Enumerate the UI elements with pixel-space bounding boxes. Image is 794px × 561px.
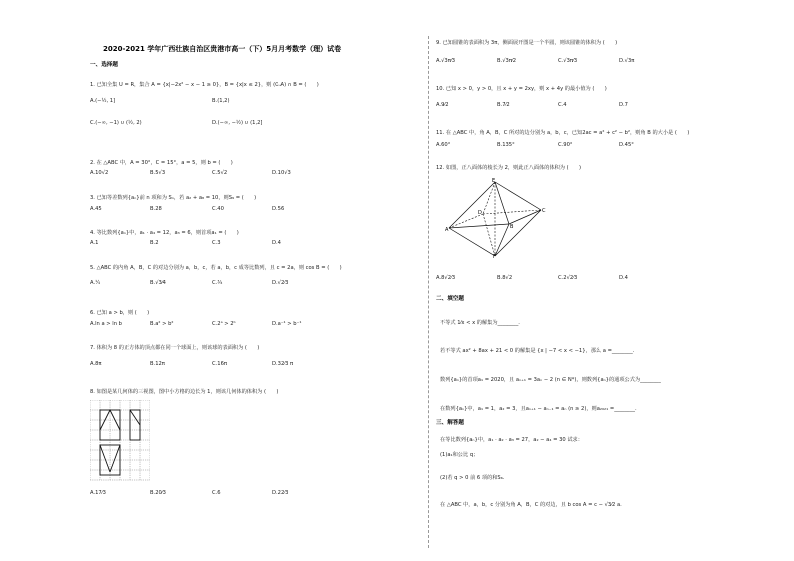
fill-14: 若不等式 ax² + 8ax + 21 < 0 的解集是 {x | −7 < x < −1}，那么 a =________. bbox=[440, 348, 635, 354]
q1-option-c: C.(−∞, −1) ∪ (½, 2) bbox=[90, 120, 142, 126]
q9-option-d: D.√3π bbox=[619, 58, 635, 64]
q2-option-a: A.10√2 bbox=[90, 170, 109, 176]
q11-option-b: B.135° bbox=[497, 142, 515, 148]
q8-option-a: A.17⁄3 bbox=[90, 490, 106, 496]
q4-option-a: A.1 bbox=[90, 240, 99, 246]
question-10: 10. 已知 x > 0，y > 0，且 x + y = 2xy，则 x + 4y 的最小值为 ( ) bbox=[436, 86, 607, 92]
q7-option-d: D.32⁄3 π bbox=[272, 361, 294, 367]
fill-16: 在数列{aₙ}中，a₁ = 1，a₂ = 3，且aₙ₊₁ − aₙ₋₁ = aₙ (n ≥ 2)，则a₂₀₂₁ =________. bbox=[440, 406, 637, 412]
q11-option-a: A.60° bbox=[436, 142, 451, 148]
q3-option-c: C.40 bbox=[212, 206, 224, 212]
q12-option-b: B.8√2 bbox=[497, 275, 513, 281]
q8-option-c: C.6 bbox=[212, 490, 221, 496]
q4-option-b: B.2 bbox=[150, 240, 159, 246]
q9-option-c: C.√3π⁄3 bbox=[558, 58, 578, 64]
q1-option-a: A.(−½, 1] bbox=[90, 98, 116, 104]
question-3: 3. 已知等差数列{aₙ}前 n 项和为 Sₙ，若 a₂ + a₈ = 10，则S₉ = ( ) bbox=[90, 195, 257, 201]
exam-title: 2020-2021 学年广西壮族自治区贵港市高一（下）5月月考数学（理）试卷 bbox=[103, 45, 342, 53]
section-answer: 三、解答题 bbox=[436, 420, 464, 426]
label-b: B bbox=[510, 224, 514, 230]
question-7: 7. 体积为 8 的正方体的顶点都在同一个球面上，则该球的表面积为 ( ) bbox=[90, 345, 260, 351]
three-view-grid-figure bbox=[90, 400, 150, 482]
question-12: 12. 如图，正八面体的棱长为 2，则此正八面体的体积为 ( ) bbox=[436, 165, 582, 171]
q5-option-a: A.¼ bbox=[90, 280, 101, 286]
q10-option-c: C.4 bbox=[558, 102, 567, 108]
question-5: 5. △ABC 的内角 A，B，C 的对边分别为 a，b，c，若 a，b，c 成等比数列，且 c = 2a，则 cos B = ( ) bbox=[90, 265, 342, 271]
q12-option-a: A.8√2⁄3 bbox=[436, 275, 456, 281]
q1-option-b: B.(1,2) bbox=[212, 98, 230, 104]
q3-option-a: A.45 bbox=[90, 206, 102, 212]
q11-option-d: D.45° bbox=[619, 142, 634, 148]
q10-option-b: B.7⁄2 bbox=[497, 102, 510, 108]
q2-option-c: C.5√2 bbox=[212, 170, 228, 176]
q5-option-d: D.√2⁄3 bbox=[272, 280, 289, 286]
question-6: 6. 已知 a > b，则 ( ) bbox=[90, 310, 150, 316]
octahedron-figure bbox=[445, 178, 555, 258]
answer-17-line-3: (2)若 q > 0 前 6 项的和S₆. bbox=[440, 475, 505, 481]
q5-option-c: C.¾ bbox=[212, 280, 223, 286]
question-8: 8. 如图是某几何体的三视图，图中小方格的边长为 1，则该几何体的体积为 ( ) bbox=[90, 389, 279, 395]
question-4: 4. 等比数列{aₙ}中，a₁ · a₄ = 12，a₃ = 6，则首项a₁ = ( ) bbox=[90, 230, 239, 236]
q10-option-a: A.9⁄2 bbox=[436, 102, 449, 108]
question-2: 2. 在 △ABC 中，A = 30°，C = 15°，a = 5，则 b = ( ) bbox=[90, 160, 233, 166]
fill-15: 数列{aₙ}的首项a₁ = 2020，且 aₙ₊₁ = 3aₙ − 2 (n ∈ N*)，则数列{aₙ}的通项公式为________ bbox=[440, 377, 661, 383]
q4-option-c: C.3 bbox=[212, 240, 221, 246]
section-choice: 一、选择题 bbox=[90, 62, 118, 68]
column-divider bbox=[428, 36, 429, 548]
fill-13: 不等式 1⁄x < x 的解集为________. bbox=[440, 320, 520, 326]
question-9: 9. 已知圆锥的表面积为 3π，侧面展开图是一个半圆，则该圆锥的体积为 ( ) bbox=[436, 40, 618, 46]
label-f: F bbox=[493, 254, 496, 258]
question-1: 1. 已知全集 U = R，集合 A = {x|−2x² − x − 1 ≥ 0}，B = {x|x ≤ 2}，则 (∁ᵤA) ∩ B = ( ) bbox=[90, 82, 319, 88]
q8-option-b: B.20⁄3 bbox=[150, 490, 166, 496]
q8-option-d: D.22⁄3 bbox=[272, 490, 289, 496]
q5-option-b: B.√3⁄4 bbox=[150, 280, 166, 286]
q2-option-b: B.5√3 bbox=[150, 170, 166, 176]
answer-18: 在 △ABC 中，a，b，c 分别为角 A，B，C 的对边，且 b cos A = c − √3⁄2 a. bbox=[440, 502, 622, 508]
q10-option-d: D.7 bbox=[619, 102, 628, 108]
label-c: C bbox=[542, 208, 546, 214]
q4-option-d: D.4 bbox=[272, 240, 281, 246]
q7-option-a: A.8π bbox=[90, 361, 102, 367]
q9-option-a: A.√3π⁄3 bbox=[436, 58, 456, 64]
q6-option-a: A.ln a > ln b bbox=[90, 321, 122, 327]
q6-option-d: D.a⁻¹ > b⁻¹ bbox=[272, 321, 302, 327]
q2-option-d: D.10√3 bbox=[272, 170, 291, 176]
answer-17-line-1: 在等比数列{aₙ}中，a₁ · a₂ · a₃ = 27，a₂ − a₄ = 30 试求： bbox=[440, 437, 583, 443]
q3-option-d: D.56 bbox=[272, 206, 285, 212]
q12-option-c: C.2√2⁄3 bbox=[558, 275, 578, 281]
label-e: E bbox=[492, 178, 496, 184]
question-11: 11. 在 △ABC 中，角 A，B，C 所对的边分别为 a，b，c，已知2ac = a² + c² − b²，则角 B 的大小是 ( ) bbox=[436, 130, 690, 136]
section-fill: 二、填空题 bbox=[436, 296, 464, 302]
label-d: D bbox=[478, 210, 482, 216]
q7-option-b: B.12π bbox=[150, 361, 165, 367]
answer-17-line-2: (1)a₁和公比 q； bbox=[440, 452, 479, 458]
q12-option-d: D.4 bbox=[619, 275, 628, 281]
q9-option-b: B.√3π⁄2 bbox=[497, 58, 517, 64]
q3-option-b: B.28 bbox=[150, 206, 162, 212]
q11-option-c: C.90° bbox=[558, 142, 573, 148]
q1-option-d: D.(−∞, −½) ∪ (1,2] bbox=[212, 120, 263, 126]
q6-option-b: B.a² > b² bbox=[150, 321, 174, 327]
q7-option-c: C.16π bbox=[212, 361, 227, 367]
label-a: A bbox=[445, 227, 449, 233]
q6-option-c: C.2ᵃ > 2ᵇ bbox=[212, 321, 236, 327]
